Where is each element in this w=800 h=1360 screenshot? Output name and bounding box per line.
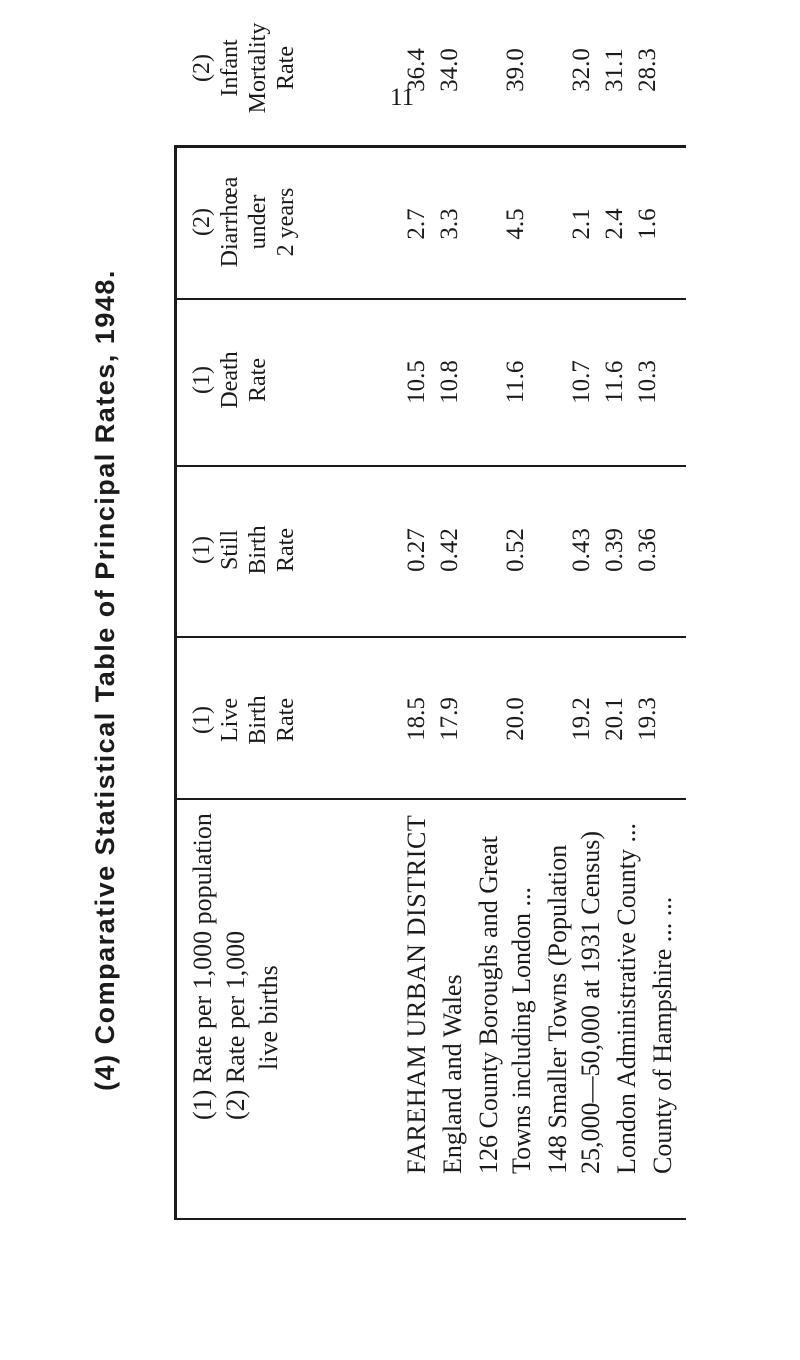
table-cell: 34.0 [436,48,463,92]
table-cell: 31.1 [601,48,628,92]
table-cell: 10.8 [436,360,463,404]
table-right-rule [174,145,686,148]
column-divider [174,637,686,639]
table-cell: 0.43 [568,528,595,572]
still-birth-rate-values [400,490,664,610]
table-cell: 0.42 [436,528,463,572]
column-divider [174,299,686,301]
table-cell: 11.6 [502,360,529,404]
table-cell: 32.0 [568,48,595,92]
table-cell: 17.9 [436,697,463,741]
header-still-birth-rate: (1) Still Birth Rate [189,525,299,575]
header-death-rate: (1) Death Rate [189,351,271,409]
note-1: (1) Rate per 1,000 population [188,813,217,1120]
diarrhoea-values [400,164,664,284]
note-2-line-2: live births [254,965,283,1070]
header-live-birth-rate: (1) Live Birth Rate [189,695,299,745]
table-cell: 3.3 [436,208,463,240]
death-rate-values [400,322,664,442]
table-cell: 10.3 [634,360,661,404]
table-cell: 0.36 [634,528,661,572]
page-number: 11 [390,84,415,111]
table-cell: 2.4 [601,208,628,240]
area-fareham: FAREHAM URBAN DISTRICT [402,814,431,1174]
area-smaller-towns-line-1: 148 Smaller Towns (Population [543,844,572,1174]
table-cell: 0.39 [601,528,628,572]
table-left-rule [174,1219,686,1221]
area-london-county: London Administrative County ... [612,823,641,1174]
table-cell: 2.1 [568,208,595,240]
table-cell: 18.5 [403,697,430,741]
table-cell: 28.3 [634,48,661,92]
table-cell: 19.2 [568,697,595,741]
live-birth-rate-values [400,659,664,779]
table-cell: 0.52 [502,528,529,572]
area-hampshire: County of Hampshire ... ... [648,896,677,1174]
table-cell: 20.0 [502,697,529,741]
table-cell: 19.3 [634,697,661,741]
table-cell: 4.5 [502,208,529,240]
table-top-rule [174,145,177,1220]
table-cell: 20.1 [601,697,628,741]
table-cell: 0.27 [403,528,430,572]
area-smaller-towns-line-2: 25,000—50,000 at 1931 Census) [576,830,605,1174]
column-divider [174,799,686,801]
table-cell: 10.7 [568,360,595,404]
page-title: (4) Comparative Statistical Table of Principal Rates, 1948. [90,269,120,1091]
area-list [400,815,679,1174]
header-diarrhoea-under-2: (2) Diarrhœa under 2 years [189,176,299,268]
area-county-boroughs-line-1: 126 County Boroughs and Great [474,836,503,1174]
infant-mortality-values [400,10,664,130]
table-cell: 1.6 [634,208,661,240]
table-cell: 39.0 [502,48,529,92]
column-divider [174,466,686,468]
table-cell: 36.4 [403,48,430,92]
rate-notes [186,813,285,1120]
table-cell: 10.5 [403,360,430,404]
table-cell: 2.7 [403,208,430,240]
area-england-wales: England and Wales [438,974,467,1174]
area-county-boroughs-line-2: Towns including London ... [507,886,536,1174]
note-2-line-1: (2) Rate per 1,000 [221,930,250,1120]
table-cell: 11.6 [601,360,628,404]
header-infant-mortality-rate: (2) Infant Mortality Rate [189,22,299,114]
